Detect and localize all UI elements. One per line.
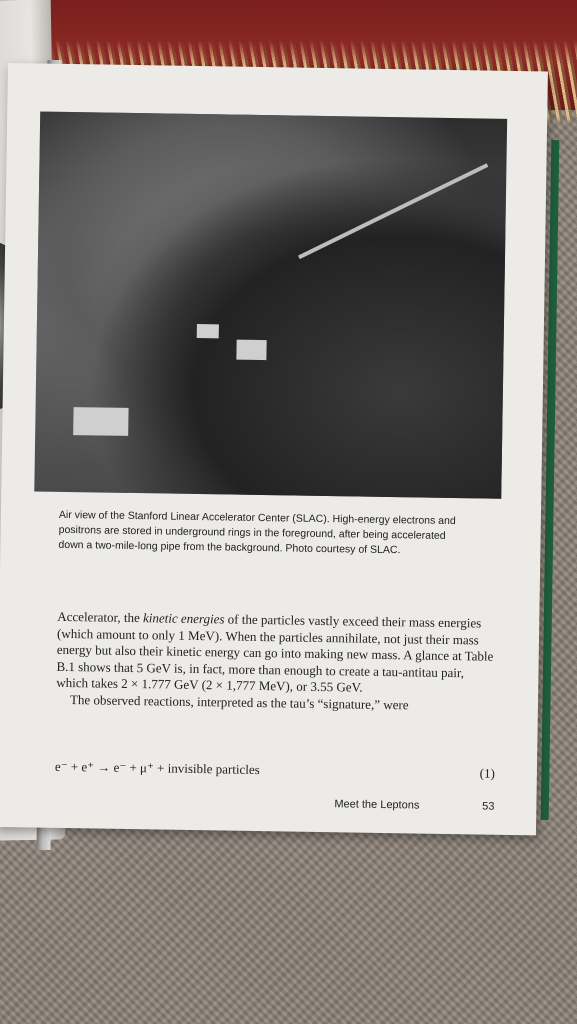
page-number: 53 <box>482 800 495 813</box>
equation-number: (1) <box>479 765 496 781</box>
building <box>73 407 128 436</box>
right-page <box>0 63 548 835</box>
page-footer <box>334 798 494 813</box>
photo-caption: Air view of the Stanford Linear Accelerator Center (SLAC). High-energy electrons and positrons are stored in underground rings in the foreground, after being accelerated down a two-mile-long pipe from the background. Photo courtesy of SLAC. <box>58 508 456 557</box>
paragraph: The observed reactions, interpreted as the tau’s “signature,” were <box>69 692 409 713</box>
body-text <box>56 609 498 715</box>
equation-text: e⁻ + e⁺ → e⁻ + μ⁺ + invisible particles <box>54 758 260 778</box>
building <box>197 324 219 338</box>
aerial-photo-icon <box>34 112 507 499</box>
equation <box>55 759 495 786</box>
chapter-title: Meet the Leptons <box>334 798 420 812</box>
paragraph: Accelerator, the kinetic energies of the particles vastly exceed their mass energies (which amount to only 1 MeV). When the particles annihilate, not just their mass energy but also their kinetic energy can go into making new mass. A glance at Table B.1 shows that 5 GeV is, in fact, more than enough to create a tau-antitau pair, which takes 2 × 1.777 GeV (2 × 1,777 MeV), or 3.55 GeV. <box>56 608 494 696</box>
building <box>236 340 266 360</box>
emphasis: kinetic energies <box>142 610 225 627</box>
accelerator-pipe <box>298 163 488 259</box>
